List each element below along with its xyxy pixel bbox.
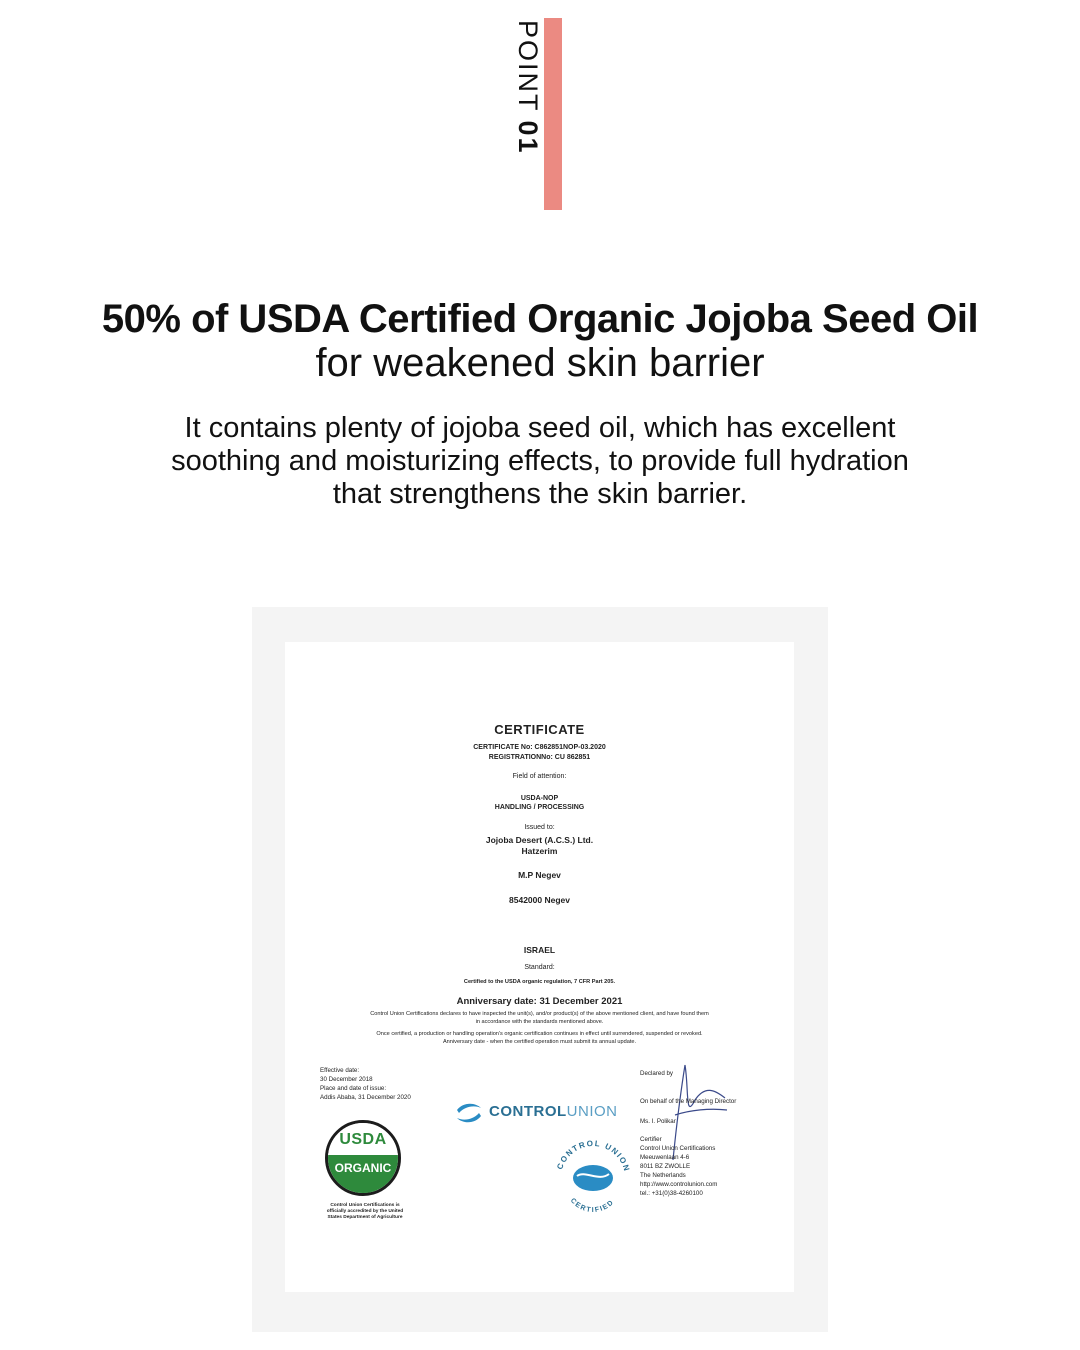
standard-label: Standard: (524, 964, 555, 971)
declaration-line: Anniversary date - when the certified operation must submit its annual update. (442, 1039, 637, 1045)
control-union-certified-seal (551, 1138, 635, 1212)
certificate-title: CERTIFICATE (494, 722, 585, 737)
point-label-block (509, 18, 563, 210)
on-behalf: On behalf of the Managing Director (640, 1098, 737, 1105)
place-date: Addis Ababa, 31 December 2020 (320, 1094, 411, 1101)
point-number: 01 (513, 120, 543, 155)
seal-bottom-text: CERTIFIED (568, 1197, 616, 1212)
declared-by: Declared by (640, 1070, 674, 1077)
place-label: Place and date of issue: (320, 1085, 387, 1092)
field-value-1: USDA-NOP (520, 795, 559, 802)
certificate-number: CERTIFICATE No: C862851NOP-03.2020 (473, 744, 606, 751)
declaration-line: Control Union Certifications declares to have inspected the unit(s), and/or product(s) of the above mentioned client, and have found them (370, 1011, 709, 1017)
certificate-document (285, 642, 794, 1292)
point-word: POINT (513, 20, 543, 113)
certifier-web: http://www.controlunion.com (640, 1181, 718, 1188)
seal-top-text: CONTROL UNION (555, 1138, 632, 1174)
field-value-2: HANDLING / PROCESSING (494, 804, 585, 811)
certifier-name: Control Union Certifications (640, 1145, 716, 1152)
effective-label: Effective date: (320, 1067, 360, 1074)
declaration-line: Once certified, a production or handling operation's organic certification continues in effect until surrendered, suspended or revoked. (376, 1031, 703, 1037)
standard-text: Certified to the USDA organic regulation, 7 CFR Part 205. (463, 979, 616, 985)
address-line-1: M.P Negev (518, 870, 561, 880)
issued-name: Jojoba Desert (A.C.S.) Ltd. (485, 835, 594, 845)
headline: 50% of USDA Certified Organic Jojoba Seed Oil (101, 297, 979, 341)
certifier-city: 8011 BZ ZWOLLE (640, 1163, 691, 1170)
svg-text:CERTIFIED (569, 1197, 616, 1212)
address-line-2: 8542000 Negev (509, 895, 570, 905)
effective-date: 30 December 2018 (320, 1076, 373, 1083)
control-union-swoosh-icon (453, 1100, 485, 1126)
usda-caption: Control Union Certifications is officially accredited by the United States Department of Agriculture (326, 1203, 404, 1220)
accent-bar (544, 18, 562, 210)
signatory: Ms. I. Polikar (640, 1118, 676, 1125)
body-line: that strengthens the skin barrier. (332, 478, 748, 510)
control-union-logo: CONTROLUNION (489, 1103, 618, 1120)
field-label: Field of attention: (512, 773, 567, 780)
usda-organic-seal (325, 1120, 401, 1196)
declaration-line: in accordance with the standards mentioned above. (475, 1019, 604, 1025)
point-number-label (512, 20, 543, 155)
usda-seal-top-text: USDA (339, 1131, 387, 1148)
certifier-tel: tel.: +31(0)38-4260100 (640, 1190, 703, 1197)
usda-seal-bottom-text: ORGANIC (334, 1161, 392, 1175)
issued-label: Issued to: (524, 824, 555, 831)
certifier-street: Meeuwenlaan 4-6 (640, 1154, 690, 1161)
certifier-label: Certifier (640, 1136, 662, 1143)
subheadline: for weakened skin barrier (315, 341, 765, 385)
certifier-country: The Netherlands (640, 1172, 686, 1179)
anniversary-date: Anniversary date: 31 December 2021 (456, 996, 623, 1007)
body-paragraph (110, 412, 970, 511)
body-line: soothing and moisturizing effects, to provide full hydration (171, 445, 909, 477)
country: ISRAEL (523, 945, 556, 955)
body-line: It contains plenty of jojoba seed oil, which has excellent (184, 412, 896, 444)
issued-place: Hatzerim (521, 846, 558, 856)
registration-number: REGISTRATIONNo: CU 862851 (488, 754, 591, 761)
